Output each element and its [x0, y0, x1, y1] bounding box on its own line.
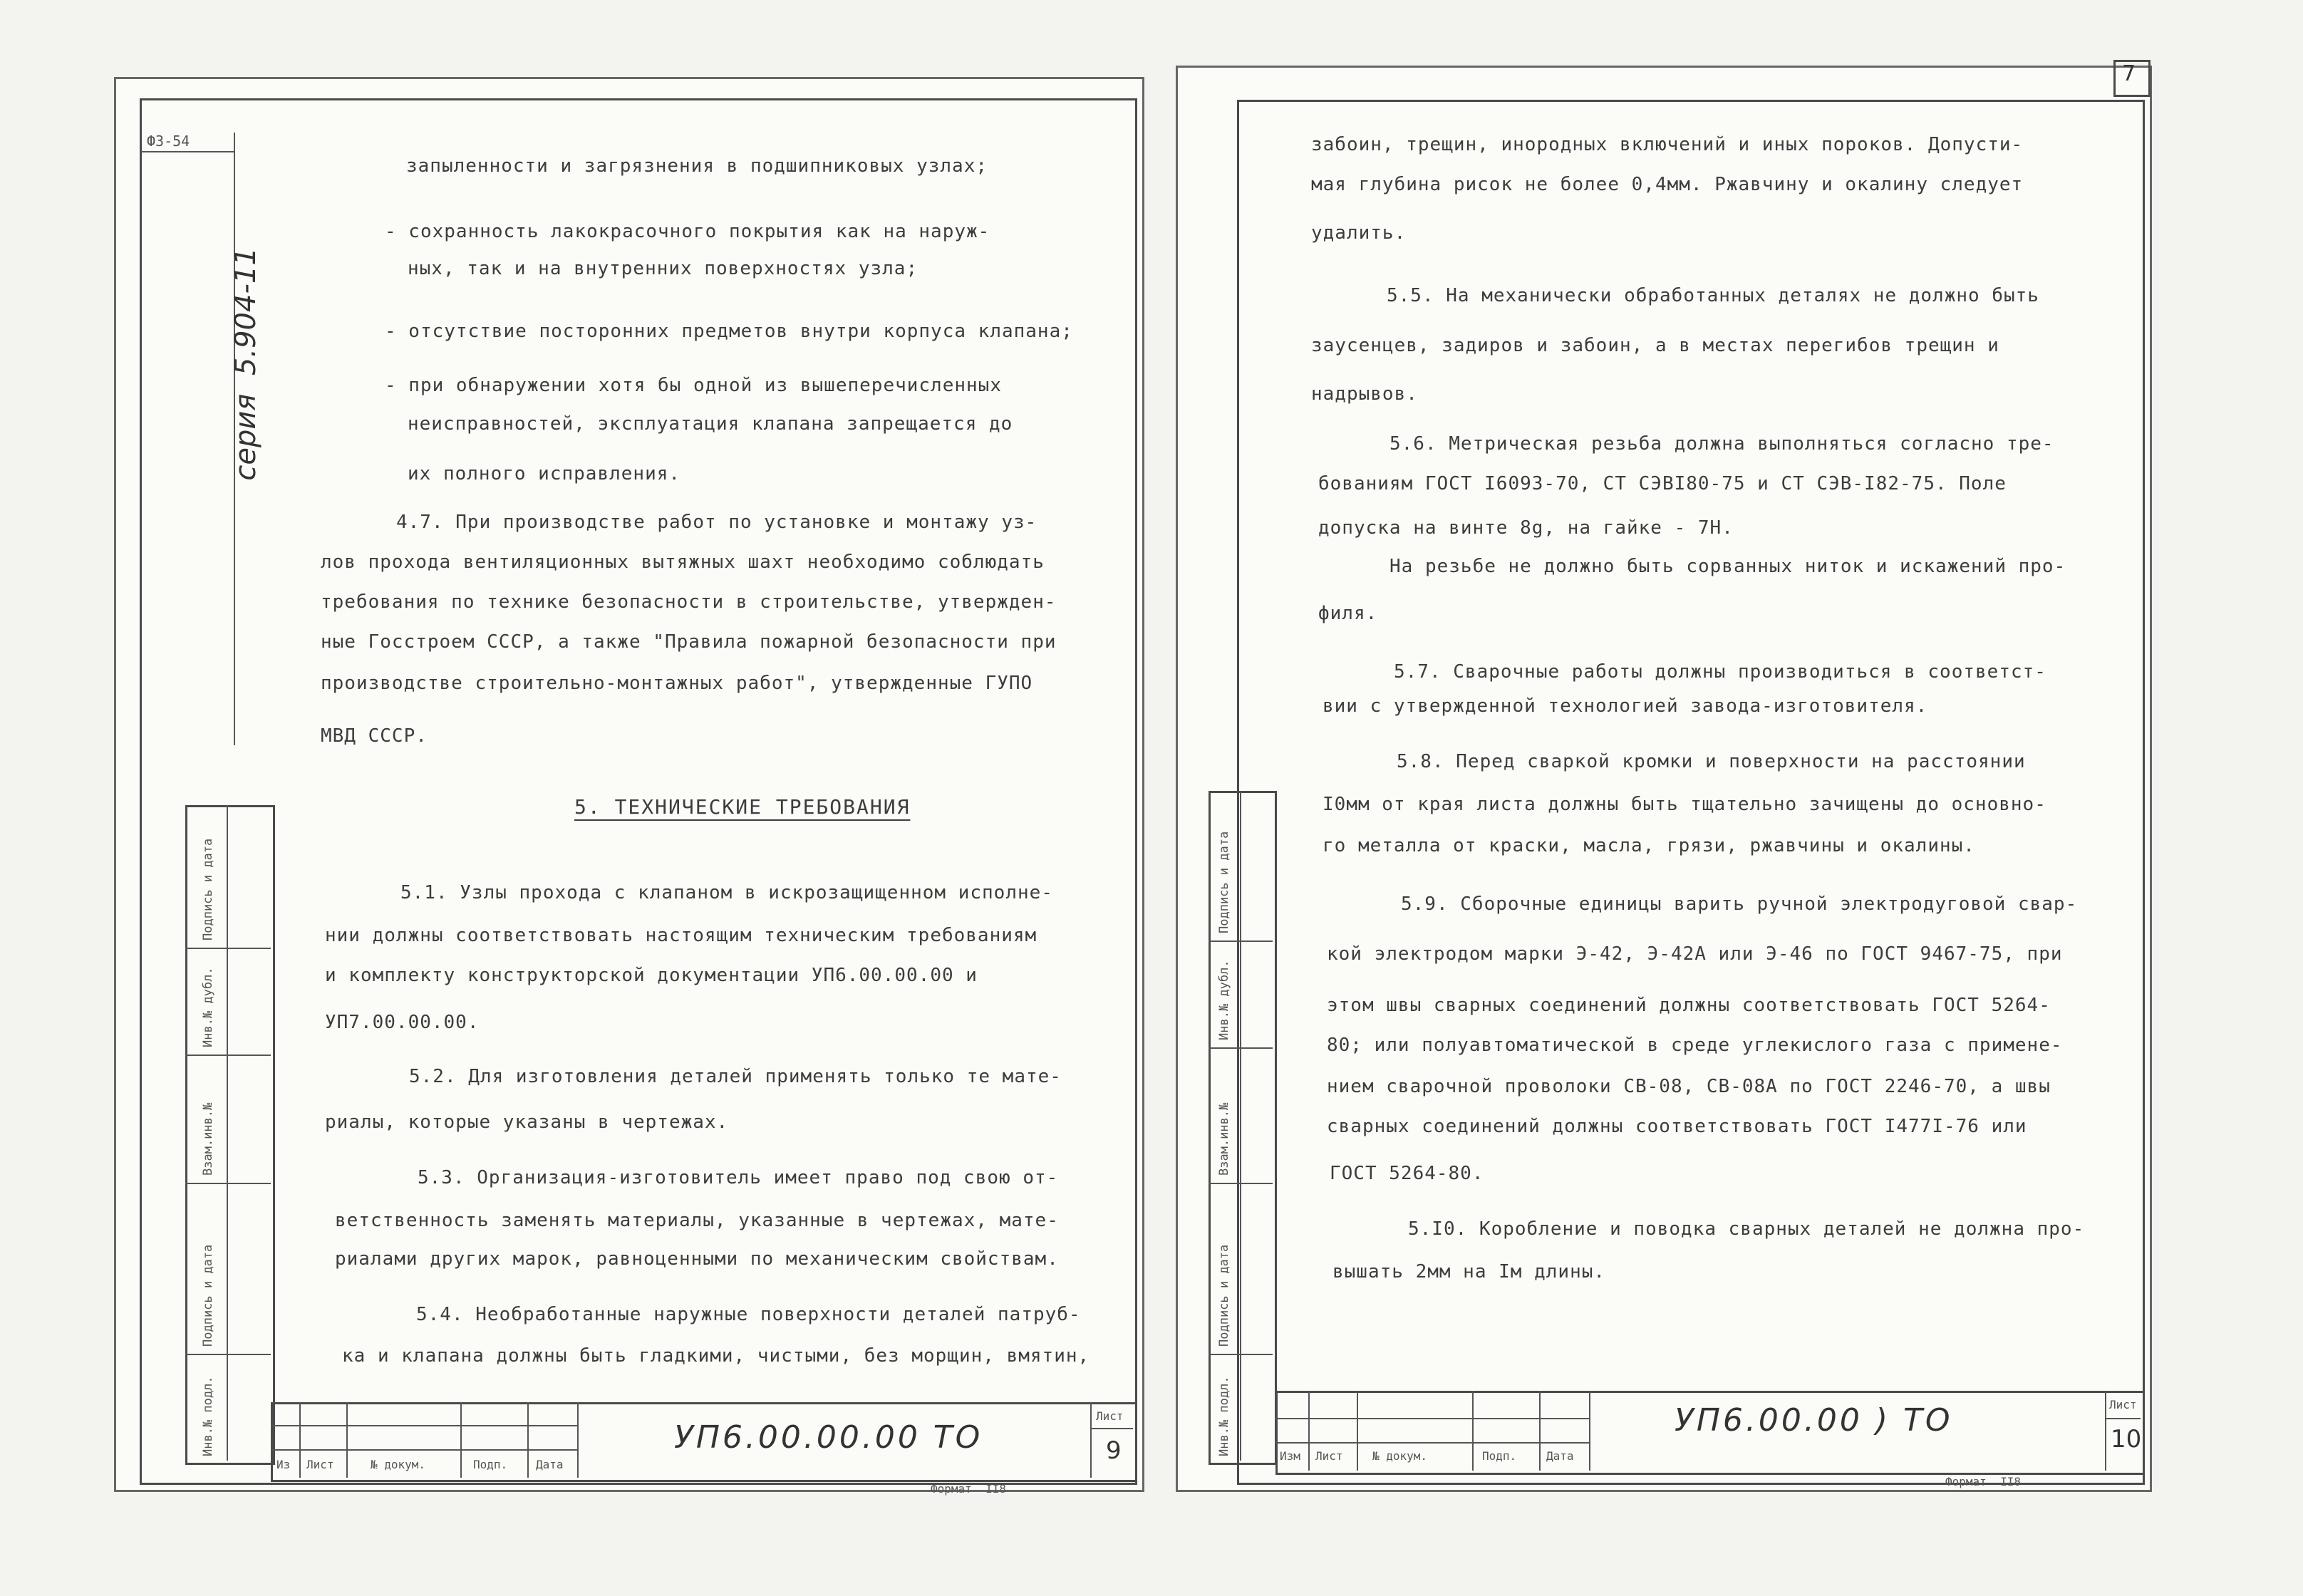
tb-col — [2105, 1391, 2106, 1471]
left-sheet-label: Лист — [1096, 1409, 1124, 1423]
text-line: 5.2. Для изготовления деталей применять только те мате- — [409, 1066, 1062, 1087]
series-number: 5.904-11 — [229, 247, 262, 376]
tb-col-label: Из — [276, 1458, 291, 1471]
left-stamp-row — [185, 1054, 271, 1056]
text-line: I0мм от края листа должны быть тщательно зачищены до основно- — [1323, 794, 2046, 815]
tb-col — [1357, 1391, 1358, 1471]
text-line: - сохранность лакокрасочного покрытия как на наруж- — [385, 221, 990, 242]
left-stamp-cell-1: Подпись и дата — [201, 838, 215, 940]
tb-col — [460, 1402, 462, 1478]
series-word: серия — [229, 393, 262, 481]
right-stamp-row — [1209, 940, 1273, 942]
text-line: этом швы сварных соединений должны соответствовать ГОСТ 5264- — [1327, 995, 2051, 1016]
text-line: УП7.00.00.00. — [325, 1012, 480, 1033]
tb-col-label: № докум. — [371, 1458, 426, 1471]
left-format: Формат II8 — [931, 1482, 1006, 1496]
text-line: 5.7. Сварочные работы должны производиться в соответст- — [1394, 661, 2046, 683]
tb-sheet-divider — [2105, 1418, 2141, 1419]
tb-col-label: Дата — [1546, 1449, 1574, 1463]
left-side-stamp-divider — [227, 805, 228, 1461]
tb-row — [271, 1449, 577, 1451]
left-stamp-cell-5: Инв.№ подл. — [201, 1376, 215, 1456]
text-line: 5.4. Необработанные наружные поверхности деталей патруб- — [416, 1304, 1081, 1325]
tb-col-label: Изм — [1280, 1449, 1300, 1463]
text-line: 4.7. При производстве работ по установке и монтажу уз- — [396, 512, 1037, 533]
left-corner-rule — [141, 151, 234, 152]
text-line: 5.6. Метрическая резьба должна выполняться согласно тре- — [1389, 433, 2054, 455]
right-stamp-row — [1209, 1047, 1273, 1049]
left-corner-code: ФЗ-54 — [147, 133, 190, 150]
tb-row — [1275, 1418, 1589, 1419]
left-stamp-cell-2: Инв.№ дубл. — [201, 967, 215, 1047]
right-stamp-cell-4: Подпись и дата — [1217, 1244, 1231, 1347]
right-stamp-cell-5: Инв.№ подл. — [1217, 1376, 1231, 1456]
tb-col — [1539, 1391, 1541, 1471]
tb-col — [577, 1402, 579, 1478]
text-line: 5.5. На механически обработанных деталях не должно быть — [1387, 285, 2039, 306]
left-series-label — [197, 247, 262, 499]
text-line: ветственность заменять материалы, указанные в чертежах, мате- — [335, 1210, 1059, 1231]
text-line: 80; или полуавтоматической в среде углекислого газа с примене- — [1327, 1035, 2063, 1056]
tb-col — [299, 1402, 301, 1478]
text-line: вии с утвержденной технологией завода-изготовителя. — [1323, 695, 1928, 717]
text-line: 5.8. Перед сваркой кромки и поверхности на расстоянии — [1397, 751, 2026, 772]
left-sheet-number: 9 — [1106, 1436, 1122, 1465]
text-line: ка и клапана должны быть гладкими, чистыми, без морщин, вмятин, — [342, 1345, 1090, 1367]
tb-col-label: Подп. — [1482, 1449, 1517, 1463]
left-side-stamp — [185, 805, 275, 1465]
left-page-frame — [140, 98, 1137, 1485]
text-line: нии должны соответствовать настоящим техническим требованиям — [325, 925, 1037, 946]
text-line: ГОСТ 5264-80. — [1330, 1163, 1484, 1184]
tb-col-label: Дата — [536, 1458, 564, 1471]
right-sheet-label: Лист — [2109, 1398, 2137, 1411]
text-line: 5.3. Организация-изготовитель имеет право под свою от- — [418, 1167, 1059, 1188]
left-stamp-row — [185, 948, 271, 949]
right-doc-code: УП6.00.00 ) ТО — [1675, 1402, 1953, 1439]
right-stamp-cell-3: Взам.инв.№ — [1217, 1102, 1231, 1176]
text-line: их полного исправления. — [408, 463, 681, 484]
text-line: риалами других марок, равноценными по механическим свойствам. — [335, 1248, 1059, 1270]
text-line: бованиям ГОСТ I6093-70, СТ СЭВI80-75 и СТ СЭВ-I82-75. Поле — [1318, 473, 2007, 494]
right-sheet-number: 10 — [2111, 1425, 2142, 1454]
text-line: мая глубина рисок не более 0,4мм. Ржавчину и окалину следует — [1311, 174, 2024, 195]
text-line: забоин, трещин, инородных включений и иных пороков. Допусти- — [1311, 134, 2024, 155]
tb-sheet-divider — [1090, 1428, 1133, 1429]
tb-row — [1275, 1442, 1589, 1444]
left-stamp-cell-4: Подпись и дата — [201, 1244, 215, 1347]
tb-col — [1090, 1402, 1092, 1478]
text-line: запыленности и загрязнения в подшипниковых узлах; — [406, 155, 988, 177]
text-line: заусенцев, задиров и забоин, а в местах перегибов трещин и — [1311, 335, 1999, 356]
right-format: Формат II8 — [1945, 1475, 2021, 1488]
text-line: производстве строительно-монтажных работ", утвержденные ГУПО — [321, 673, 1033, 694]
right-stamp-row — [1209, 1183, 1273, 1184]
text-line: неисправностей, эксплуатация клапана запрещается до — [408, 413, 1013, 435]
tb-col-label: Лист — [1315, 1449, 1343, 1463]
text-line: ные Госстроем СССР, а также "Правила пожарной безопасности при — [321, 631, 1057, 653]
text-line: На резьбе не должно быть сорванных ниток и искажений про- — [1389, 556, 2066, 577]
text-line: требования по технике безопасности в строительстве, утвержден- — [321, 591, 1057, 613]
text-line: кой электродом марки Э-42, Э-42А или Э-46 по ГОСТ 9467-75, при — [1327, 943, 2063, 965]
tb-col — [346, 1402, 348, 1478]
left-stamp-row — [185, 1354, 271, 1355]
right-stamp-cell-2: Инв.№ дубл. — [1217, 960, 1231, 1040]
text-line: 5.9. Сборочные единицы варить ручной электродуговой свар- — [1401, 893, 2078, 915]
tb-col — [1308, 1391, 1310, 1471]
text-line: и комплекту конструкторской документации УП6.00.00.00 и — [325, 965, 978, 986]
text-line: удалить. — [1311, 222, 1407, 244]
text-line: филя. — [1318, 603, 1378, 624]
text-line: лов прохода вентиляционных вытяжных шахт необходимо соблюдать — [321, 551, 1045, 573]
tb-col — [527, 1402, 529, 1478]
text-line: - при обнаружении хотя бы одной из вышеперечисленных — [385, 375, 1002, 396]
text-line: нием сварочной проволоки СВ-08, СВ-08А по ГОСТ 2246-70, а швы — [1327, 1076, 2051, 1097]
right-top-number: 7 — [2122, 61, 2136, 86]
text-line: 5.I0. Коробление и поводка сварных деталей не должна про- — [1408, 1218, 2085, 1240]
tb-col-label: Подп. — [473, 1458, 508, 1471]
tb-col — [1589, 1391, 1590, 1471]
left-doc-code: УП6.00.00.00 ТО — [674, 1419, 983, 1456]
text-line: вышать 2мм на Iм длины. — [1332, 1261, 1606, 1282]
right-stamp-row — [1209, 1354, 1273, 1355]
text-line: - отсутствие посторонних предметов внутри корпуса клапана; — [385, 321, 1073, 342]
text-line: МВД СССР. — [321, 725, 428, 747]
tb-col — [1472, 1391, 1474, 1471]
text-line: допуска на винте 8g, на гайке - 7Н. — [1318, 517, 1734, 539]
text-line: надрывов. — [1311, 383, 1418, 405]
section-heading: 5. ТЕХНИЧЕСКИЕ ТРЕБОВАНИЯ — [574, 795, 911, 819]
left-stamp-row — [185, 1183, 271, 1184]
text-line: го металла от краски, масла, грязи, ржавчины и окалины. — [1323, 835, 1975, 856]
tb-row — [271, 1425, 577, 1426]
tb-col-label: Лист — [306, 1458, 334, 1471]
text-line: ных, так и на внутренних поверхностях узла; — [408, 258, 918, 279]
text-line: сварных соединений должны соответствовать ГОСТ I477I-76 или — [1327, 1116, 2027, 1137]
tb-col-label: № докум. — [1372, 1449, 1428, 1463]
right-side-stamp-divider — [1240, 791, 1241, 1461]
left-stamp-cell-3: Взам.инв.№ — [201, 1102, 215, 1176]
text-line: риалы, которые указаны в чертежах. — [325, 1112, 729, 1133]
right-stamp-cell-1: Подпись и дата — [1217, 831, 1231, 933]
text-line: 5.1. Узлы прохода с клапаном в искрозащищенном исполне- — [400, 882, 1053, 903]
